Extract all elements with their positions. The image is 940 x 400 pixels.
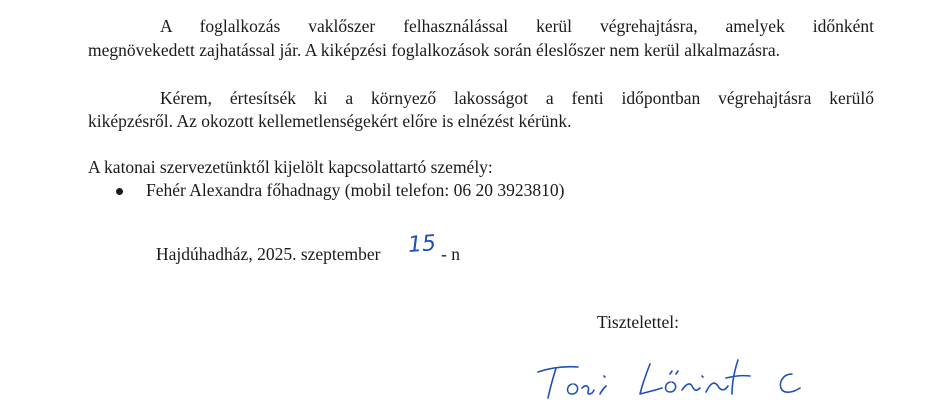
contact-list-item: Fehér Alexandra főhadnagy (mobil telefon: 06 20 3923810) [146, 180, 565, 200]
date-prefix: Hajdúhadház, 2025. szeptember [156, 244, 381, 264]
bullet-icon [116, 188, 123, 195]
handwritten-signature [520, 340, 820, 400]
paragraph-1-line-1: A foglalkozás vaklőszer felhasználással kerül végrehajtásra, amelyek időnként [160, 16, 874, 36]
paragraph-2-line-1: Kérem, értesítsék ki a környező lakosságot a fenti időpontban végrehajtásra kerülő [160, 88, 874, 108]
closing-greeting: Tisztelettel: [597, 312, 679, 332]
handwritten-day: 15 [407, 231, 437, 258]
paragraph-1-line-2: megnövekedett zajhatással jár. A kiképzési foglalkozások során éleslőszer nem kerül alkalmazásra. [88, 40, 780, 60]
date-suffix: - n [441, 244, 460, 264]
paragraph-2-line-2: kiképzésről. Az okozott kellemetlenségekért előre is elnézést kérünk. [88, 111, 572, 131]
contact-heading: A katonai szervezetünktől kijelölt kapcsolattartó személy: [88, 157, 493, 177]
